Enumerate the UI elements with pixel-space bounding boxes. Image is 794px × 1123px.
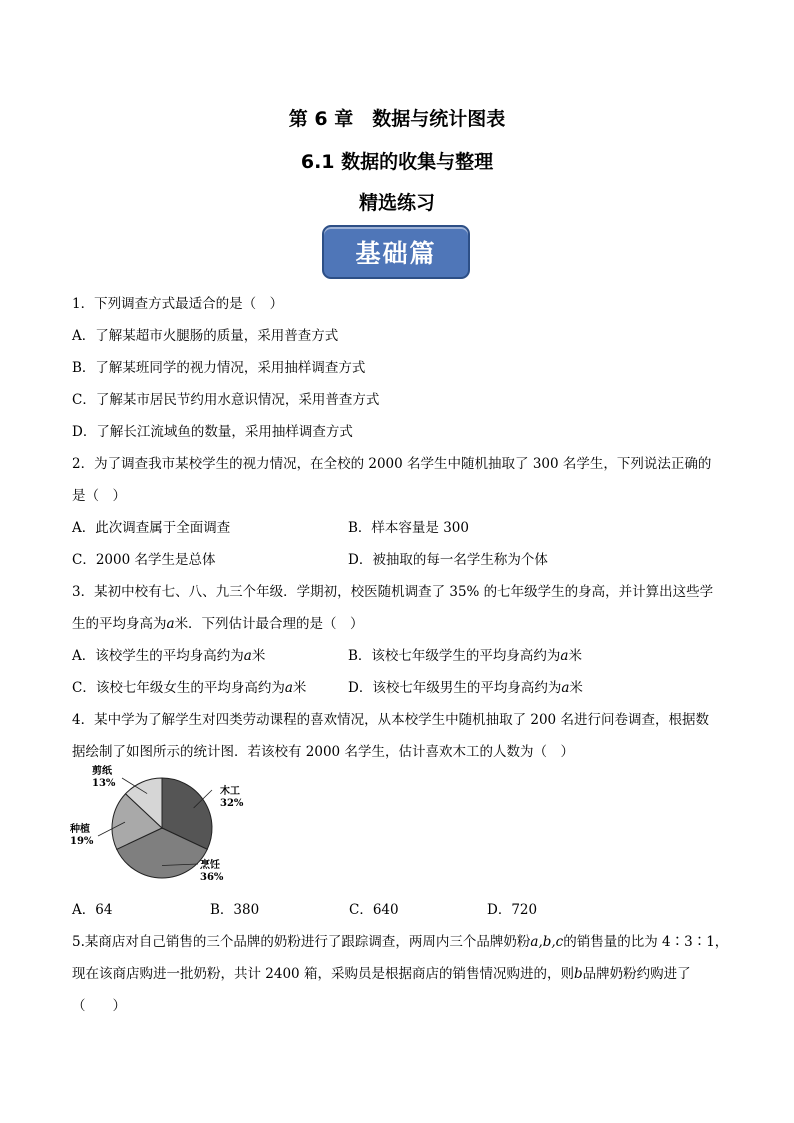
section-title: 6.1 数据的收集与整理 bbox=[300, 151, 494, 173]
variable-a: a bbox=[561, 680, 570, 696]
q3-stem-text-end: 米．下列估计最合理的是（ ） bbox=[174, 616, 364, 632]
option-text: A．该校学生的平均身高约为 bbox=[72, 648, 244, 664]
pie-value-label-3: 13% bbox=[92, 778, 116, 789]
q5-text-ratio: 的销售量的比为 4∶3∶1， bbox=[563, 934, 729, 950]
q1-option-b: B．了解某班同学的视力情况，采用抽样调查方式 bbox=[72, 360, 366, 376]
q1-option-a: A．了解某超市火腿肠的质量，采用普查方式 bbox=[72, 328, 339, 344]
q5-text-end: 品牌奶粉约购进了 bbox=[582, 966, 691, 982]
q5-answer-blank: （ ） bbox=[72, 998, 126, 1014]
level-badge: 基础篇 bbox=[322, 225, 470, 279]
q3-option-a bbox=[72, 644, 265, 664]
unit: 米 bbox=[292, 680, 307, 696]
q3-stem-line2 bbox=[72, 612, 364, 632]
pie-value-label-0: 32% bbox=[220, 798, 244, 809]
q2-stem-line2: 是（ ） bbox=[72, 488, 126, 504]
q4-stem-line1: 4．某中学为了解学生对四类劳动课程的喜欢情况，从本校学生中随机抽取了 200 名进行问卷调查，根据数 bbox=[72, 712, 709, 728]
variable-a: a bbox=[284, 680, 293, 696]
q2-option-a: A．此次调查属于全面调查 bbox=[72, 520, 231, 536]
pie-label-3: 剪纸 bbox=[92, 766, 112, 777]
q5-text: 5.某商店对自己销售的三个品牌的奶粉进行了跟踪调查，两周内三个品牌奶粉 bbox=[72, 934, 531, 950]
option-text: C．该校七年级女生的平均身高约为 bbox=[72, 680, 285, 696]
q4-option-b: B．380 bbox=[210, 902, 260, 918]
q1-option-c: C．了解某市居民节约用水意识情况，采用普查方式 bbox=[72, 392, 380, 408]
q4-stem-line2: 据绘制了如图所示的统计图．若该校有 2000 名学生，估计喜欢木工的人数为（ ） bbox=[72, 744, 574, 760]
q3-option-b bbox=[348, 644, 582, 664]
q3-option-d bbox=[348, 676, 583, 696]
variables-abc: a,b,c bbox=[530, 934, 564, 950]
pie-chart bbox=[70, 760, 260, 890]
q3-option-c bbox=[72, 676, 306, 696]
chapter-title: 第 6 章 数据与统计图表 bbox=[288, 108, 506, 130]
pie-value-label-1: 36% bbox=[200, 872, 224, 883]
pie-value-label-2: 19% bbox=[70, 836, 94, 847]
q4-option-d: D．720 bbox=[487, 902, 538, 918]
q2-option-d: D．被抽取的每一名学生称为个体 bbox=[348, 552, 548, 568]
q5-line2 bbox=[72, 962, 691, 982]
option-text: B．该校七年级学生的平均身高约为 bbox=[348, 648, 561, 664]
q3-stem-text: 生的平均身高为 bbox=[72, 616, 167, 632]
q1-stem: 1．下列调查方式最适合的是（ ） bbox=[72, 296, 284, 312]
variable-b: b bbox=[573, 966, 583, 982]
q4-option-c: C．640 bbox=[349, 902, 399, 918]
option-text: D．该校七年级男生的平均身高约为 bbox=[348, 680, 562, 696]
pie-slices bbox=[112, 778, 212, 878]
pie-label-1: 烹饪 bbox=[200, 860, 220, 871]
q3-stem-line1: 3．某初中校有七、八、九三个年级．学期初，校医随机调查了 35% 的七年级学生的身高，并计算出这些学 bbox=[72, 584, 714, 600]
variable-a: a bbox=[166, 616, 175, 632]
pie-label-2: 种植 bbox=[70, 824, 90, 835]
subtitle: 精选练习 bbox=[358, 192, 435, 214]
q1-option-d: D．了解长江流域鱼的数量，采用抽样调查方式 bbox=[72, 424, 353, 440]
q2-option-b: B．样本容量是 300 bbox=[348, 520, 469, 536]
variable-a: a bbox=[560, 648, 569, 664]
pie-label-0: 木工 bbox=[220, 786, 240, 797]
q2-option-c: C．2000 名学生是总体 bbox=[72, 552, 216, 568]
q5-line1 bbox=[72, 930, 728, 950]
unit: 米 bbox=[568, 648, 582, 664]
unit: 米 bbox=[251, 648, 266, 664]
unit: 米 bbox=[569, 680, 583, 696]
q5-text: 现在该商店购进一批奶粉，共计 2400 箱，采购员是根据商店的销售情况购进的，则 bbox=[72, 966, 574, 982]
q4-option-a: A．64 bbox=[72, 902, 113, 918]
variable-a: a bbox=[243, 648, 252, 664]
q2-stem-line1: 2．为了调查我市某校学生的视力情况，在全校的 2000 名学生中随机抽取了 300 名学生，下列说法正确的 bbox=[72, 456, 712, 472]
